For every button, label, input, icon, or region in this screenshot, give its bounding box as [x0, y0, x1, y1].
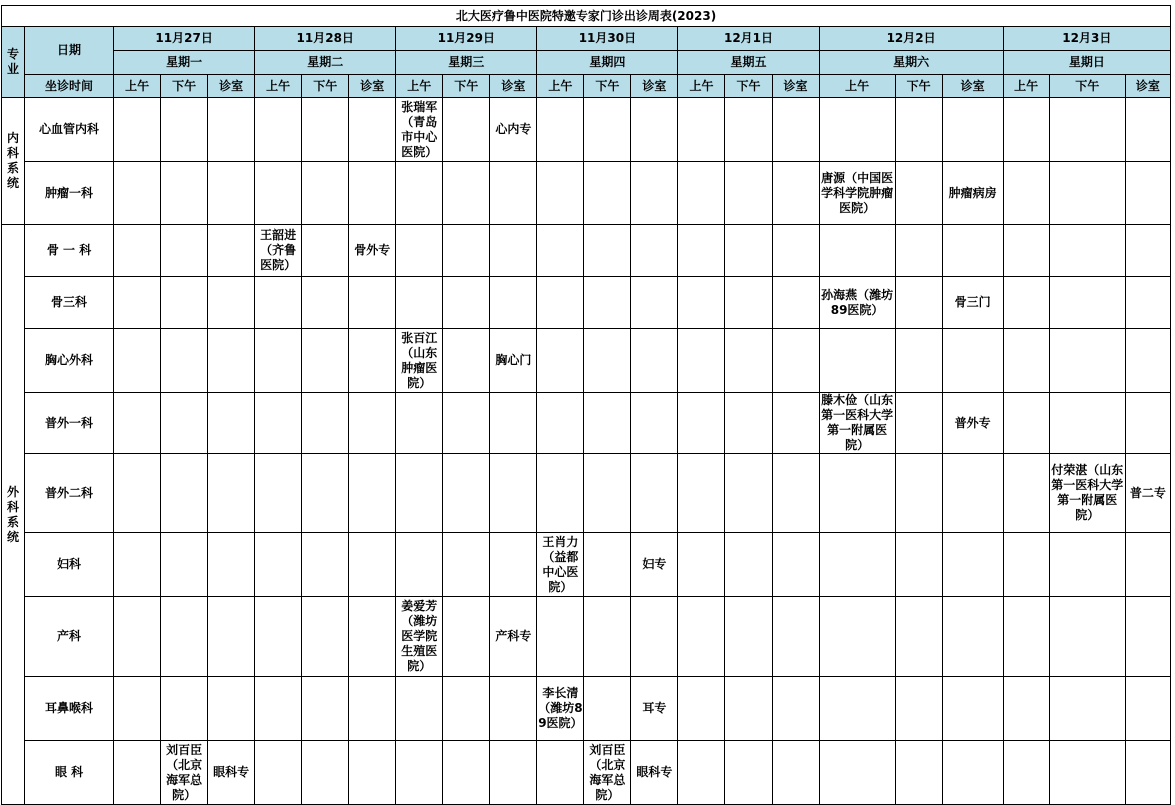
- morning-header: 上午: [255, 75, 302, 98]
- department-name: 骨三科: [25, 277, 114, 329]
- afternoon-header: 下午: [895, 75, 942, 98]
- doctor-cell: [1049, 98, 1125, 162]
- doctor-cell: [1003, 741, 1049, 805]
- room-cell: [772, 329, 819, 393]
- room-cell: [208, 393, 255, 454]
- doctor-cell: [725, 98, 772, 162]
- room-cell: [942, 677, 1003, 741]
- room-cell: [490, 277, 537, 329]
- room-header: 诊室: [942, 75, 1003, 98]
- doctor-cell: [255, 329, 302, 393]
- room-cell: [349, 533, 396, 597]
- date-cell: 12月1日: [678, 27, 819, 51]
- doctor-cell: [161, 393, 208, 454]
- doctor-cell: [725, 741, 772, 805]
- doctor-cell: [895, 98, 942, 162]
- doctor-cell: [114, 533, 161, 597]
- doctor-cell: [895, 162, 942, 225]
- doctor-cell: [443, 98, 490, 162]
- doctor-cell: [584, 677, 631, 741]
- doctor-cell: [396, 454, 443, 533]
- room-cell: [349, 162, 396, 225]
- doctor-cell: [302, 533, 349, 597]
- doctor-cell: [114, 677, 161, 741]
- doctor-cell: [443, 277, 490, 329]
- room-cell: [1125, 677, 1170, 741]
- room-cell: 妇专: [631, 533, 678, 597]
- doctor-cell: [1003, 454, 1049, 533]
- department-name: 心血管内科: [25, 98, 114, 162]
- room-cell: 普外专: [942, 393, 1003, 454]
- room-cell: [1125, 597, 1170, 677]
- afternoon-header: 下午: [443, 75, 490, 98]
- table-row: [2, 277, 1171, 329]
- system-label-internal: 内科系统: [2, 98, 25, 225]
- doctor-cell: 王肖力（益都中心医院）: [537, 533, 584, 597]
- afternoon-header: 下午: [302, 75, 349, 98]
- doctor-cell: [114, 98, 161, 162]
- room-cell: [349, 741, 396, 805]
- doctor-cell: [302, 225, 349, 277]
- doctor-cell: [678, 393, 725, 454]
- doctor-cell: [114, 162, 161, 225]
- date-cell: 12月3日: [1003, 27, 1170, 51]
- doctor-cell: 刘百臣（北京海军总院）: [584, 741, 631, 805]
- room-cell: [942, 329, 1003, 393]
- room-cell: [349, 393, 396, 454]
- page-title: 北大医疗鲁中医院特邀专家门诊出诊周表(2023): [2, 6, 1171, 27]
- doctor-cell: [255, 162, 302, 225]
- doctor-cell: [1049, 277, 1125, 329]
- doctor-cell: [396, 277, 443, 329]
- doctor-cell: 李长清（潍坊89医院）: [537, 677, 584, 741]
- room-cell: 产科专: [490, 597, 537, 677]
- doctor-cell: [1049, 225, 1125, 277]
- doctor-cell: [443, 162, 490, 225]
- doctor-cell: [819, 454, 895, 533]
- room-cell: [349, 329, 396, 393]
- doctor-cell: [161, 98, 208, 162]
- doctor-cell: 张百江（山东肿瘤医院）: [396, 329, 443, 393]
- doctor-cell: [443, 393, 490, 454]
- doctor-cell: [725, 162, 772, 225]
- doctor-cell: [255, 277, 302, 329]
- doctor-cell: [1049, 393, 1125, 454]
- room-cell: [490, 677, 537, 741]
- room-cell: [772, 225, 819, 277]
- doctor-cell: [1049, 597, 1125, 677]
- doctor-cell: [725, 597, 772, 677]
- room-cell: [631, 454, 678, 533]
- room-cell: [349, 597, 396, 677]
- doctor-cell: [678, 277, 725, 329]
- doctor-cell: [895, 454, 942, 533]
- doctor-cell: [819, 677, 895, 741]
- date-cell: 11月29日: [396, 27, 537, 51]
- room-cell: [1125, 329, 1170, 393]
- doctor-cell: [1003, 597, 1049, 677]
- room-cell: [208, 533, 255, 597]
- room-cell: [631, 329, 678, 393]
- department-name: 骨 一 科: [25, 225, 114, 277]
- doctor-cell: [537, 329, 584, 393]
- department-name: 胸心外科: [25, 329, 114, 393]
- doctor-cell: [114, 393, 161, 454]
- room-cell: [772, 597, 819, 677]
- doctor-cell: [443, 677, 490, 741]
- room-cell: [208, 329, 255, 393]
- system-label-surgical: 外科系统: [2, 225, 25, 805]
- afternoon-header: 下午: [1049, 75, 1125, 98]
- doctor-cell: [537, 277, 584, 329]
- weekday-cell: 星期三: [396, 51, 537, 75]
- doctor-cell: [443, 454, 490, 533]
- room-cell: [349, 677, 396, 741]
- room-cell: 胸心门: [490, 329, 537, 393]
- doctor-cell: [396, 677, 443, 741]
- doctor-cell: [584, 98, 631, 162]
- doctor-cell: [396, 225, 443, 277]
- doctor-cell: [161, 225, 208, 277]
- doctor-cell: [725, 329, 772, 393]
- doctor-cell: [819, 533, 895, 597]
- doctor-cell: [161, 162, 208, 225]
- doctor-cell: [537, 98, 584, 162]
- room-cell: [772, 454, 819, 533]
- room-cell: 耳专: [631, 677, 678, 741]
- room-cell: [772, 162, 819, 225]
- doctor-cell: [725, 677, 772, 741]
- room-header: 诊室: [490, 75, 537, 98]
- room-cell: [208, 454, 255, 533]
- room-header: 诊室: [631, 75, 678, 98]
- doctor-cell: [725, 277, 772, 329]
- doctor-cell: [114, 225, 161, 277]
- doctor-cell: [819, 225, 895, 277]
- doctor-cell: [396, 533, 443, 597]
- doctor-cell: [161, 597, 208, 677]
- doctor-cell: [725, 533, 772, 597]
- department-name: 妇科: [25, 533, 114, 597]
- table-row: [2, 533, 1171, 597]
- doctor-cell: [678, 98, 725, 162]
- room-cell: [490, 454, 537, 533]
- morning-header: 上午: [678, 75, 725, 98]
- doctor-cell: [255, 454, 302, 533]
- room-cell: 眼科专: [631, 741, 678, 805]
- date-cell: 12月2日: [819, 27, 1003, 51]
- room-cell: [942, 597, 1003, 677]
- doctor-cell: [396, 741, 443, 805]
- morning-header: 上午: [1003, 75, 1049, 98]
- room-cell: [942, 98, 1003, 162]
- doctor-cell: [725, 454, 772, 533]
- doctor-cell: [537, 162, 584, 225]
- doctor-cell: [819, 597, 895, 677]
- weekday-cell: 星期六: [819, 51, 1003, 75]
- doctor-cell: [584, 597, 631, 677]
- room-cell: [208, 677, 255, 741]
- doctor-cell: [537, 225, 584, 277]
- doctor-cell: [584, 393, 631, 454]
- table-row: [2, 597, 1171, 677]
- doctor-cell: [1003, 677, 1049, 741]
- date-cell: 11月28日: [255, 27, 396, 51]
- department-name: 肿瘤一科: [25, 162, 114, 225]
- morning-header: 上午: [537, 75, 584, 98]
- doctor-cell: [819, 329, 895, 393]
- room-cell: [1125, 533, 1170, 597]
- doctor-cell: [255, 597, 302, 677]
- doctor-cell: 姜爱芳（潍坊医学院生殖医院）: [396, 597, 443, 677]
- room-cell: [772, 393, 819, 454]
- doctor-cell: [302, 277, 349, 329]
- room-cell: [1125, 277, 1170, 329]
- department-name: 普外一科: [25, 393, 114, 454]
- table-row: [2, 225, 1171, 277]
- doctor-cell: [678, 533, 725, 597]
- table-row: [2, 677, 1171, 741]
- room-cell: [631, 162, 678, 225]
- doctor-cell: 孙海燕（潍坊89医院）: [819, 277, 895, 329]
- room-cell: [349, 454, 396, 533]
- doctor-cell: [584, 454, 631, 533]
- doctor-cell: 张瑞军（青岛市中心医院）: [396, 98, 443, 162]
- date-cell: 11月27日: [114, 27, 255, 51]
- doctor-cell: [302, 393, 349, 454]
- doctor-cell: [819, 741, 895, 805]
- room-cell: [490, 533, 537, 597]
- room-cell: [490, 162, 537, 225]
- doctor-cell: [1049, 162, 1125, 225]
- room-cell: [208, 225, 255, 277]
- doctor-cell: [255, 533, 302, 597]
- doctor-cell: [725, 393, 772, 454]
- room-header: 诊室: [349, 75, 396, 98]
- room-cell: [1125, 162, 1170, 225]
- doctor-cell: [895, 277, 942, 329]
- doctor-cell: [161, 329, 208, 393]
- doctor-cell: [302, 329, 349, 393]
- doctor-cell: [895, 329, 942, 393]
- doctor-cell: [1049, 533, 1125, 597]
- room-header: 诊室: [1125, 75, 1170, 98]
- doctor-cell: [161, 533, 208, 597]
- doctor-cell: [1049, 677, 1125, 741]
- room-cell: [1125, 393, 1170, 454]
- doctor-cell: [537, 454, 584, 533]
- doctor-cell: [255, 741, 302, 805]
- room-cell: [631, 393, 678, 454]
- doctor-cell: [895, 677, 942, 741]
- doctor-cell: [1003, 277, 1049, 329]
- room-cell: 肿瘤病房: [942, 162, 1003, 225]
- doctor-cell: [1003, 225, 1049, 277]
- doctor-cell: [895, 533, 942, 597]
- room-cell: [631, 597, 678, 677]
- room-cell: [772, 277, 819, 329]
- morning-header: 上午: [819, 75, 895, 98]
- room-cell: [1125, 225, 1170, 277]
- doctor-cell: [537, 393, 584, 454]
- doctor-cell: [443, 741, 490, 805]
- room-cell: [208, 277, 255, 329]
- doctor-cell: [584, 162, 631, 225]
- room-cell: 骨外专: [349, 225, 396, 277]
- doctor-cell: [819, 98, 895, 162]
- doctor-cell: [1003, 98, 1049, 162]
- doctor-cell: [1003, 393, 1049, 454]
- doctor-cell: [114, 277, 161, 329]
- department-name: 产科: [25, 597, 114, 677]
- doctor-cell: [584, 533, 631, 597]
- doctor-cell: [161, 677, 208, 741]
- room-cell: [942, 741, 1003, 805]
- doctor-cell: [678, 329, 725, 393]
- doctor-cell: [443, 597, 490, 677]
- doctor-cell: [895, 741, 942, 805]
- doctor-cell: [302, 98, 349, 162]
- doctor-cell: [302, 741, 349, 805]
- doctor-cell: [725, 225, 772, 277]
- doctor-cell: [678, 162, 725, 225]
- doctor-cell: [302, 162, 349, 225]
- doctor-cell: [1003, 533, 1049, 597]
- room-cell: [772, 98, 819, 162]
- morning-header: 上午: [396, 75, 443, 98]
- doctor-cell: [678, 454, 725, 533]
- department-name: 耳鼻喉科: [25, 677, 114, 741]
- department-name: 眼 科: [25, 741, 114, 805]
- doctor-cell: [1049, 741, 1125, 805]
- afternoon-header: 下午: [584, 75, 631, 98]
- doctor-cell: [443, 329, 490, 393]
- room-cell: [942, 225, 1003, 277]
- doctor-cell: 滕木俭（山东第一医科大学第一附属医院）: [819, 393, 895, 454]
- doctor-cell: [584, 329, 631, 393]
- room-cell: [208, 98, 255, 162]
- room-cell: [942, 454, 1003, 533]
- schedule-table: [1, 5, 1171, 805]
- doctor-cell: [443, 533, 490, 597]
- weekday-cell: 星期五: [678, 51, 819, 75]
- table-row: [2, 741, 1171, 805]
- doctor-cell: [895, 597, 942, 677]
- room-cell: [631, 225, 678, 277]
- doctor-cell: [678, 597, 725, 677]
- doctor-cell: [443, 225, 490, 277]
- specialty-header: 专业: [2, 27, 25, 98]
- room-cell: [772, 533, 819, 597]
- doctor-cell: 付荣湛（山东第一医科大学第一附属医院）: [1049, 454, 1125, 533]
- room-cell: [772, 677, 819, 741]
- room-header: 诊室: [772, 75, 819, 98]
- date-cell: 11月30日: [537, 27, 678, 51]
- doctor-cell: [895, 393, 942, 454]
- doctor-cell: [114, 329, 161, 393]
- doctor-cell: [255, 677, 302, 741]
- time-header: 坐诊时间: [25, 75, 114, 98]
- doctor-cell: [114, 597, 161, 677]
- doctor-cell: [1003, 329, 1049, 393]
- doctor-cell: [302, 677, 349, 741]
- room-cell: [1125, 741, 1170, 805]
- doctor-cell: [1003, 162, 1049, 225]
- doctor-cell: [302, 597, 349, 677]
- room-cell: [349, 98, 396, 162]
- weekday-cell: 星期一: [114, 51, 255, 75]
- doctor-cell: [1049, 329, 1125, 393]
- room-cell: [1125, 98, 1170, 162]
- room-cell: [490, 225, 537, 277]
- doctor-cell: 刘百臣（北京海军总院）: [161, 741, 208, 805]
- department-name: 普外二科: [25, 454, 114, 533]
- doctor-cell: [895, 225, 942, 277]
- doctor-cell: [161, 277, 208, 329]
- afternoon-header: 下午: [161, 75, 208, 98]
- room-cell: 眼科专: [208, 741, 255, 805]
- doctor-cell: 唐源（中国医学科学院肿瘤医院）: [819, 162, 895, 225]
- room-cell: 心内专: [490, 98, 537, 162]
- room-cell: 骨三门: [942, 277, 1003, 329]
- weekday-cell: 星期日: [1003, 51, 1170, 75]
- doctor-cell: [678, 741, 725, 805]
- room-cell: [631, 98, 678, 162]
- room-header: 诊室: [208, 75, 255, 98]
- weekday-cell: 星期二: [255, 51, 396, 75]
- doctor-cell: [396, 162, 443, 225]
- doctor-cell: [255, 393, 302, 454]
- room-cell: [208, 162, 255, 225]
- doctor-cell: [678, 677, 725, 741]
- room-cell: [208, 597, 255, 677]
- doctor-cell: [114, 741, 161, 805]
- room-cell: [942, 533, 1003, 597]
- table-row: [2, 454, 1171, 533]
- room-cell: [490, 741, 537, 805]
- morning-header: 上午: [114, 75, 161, 98]
- table-row: [2, 98, 1171, 162]
- room-cell: [772, 741, 819, 805]
- room-cell: [631, 277, 678, 329]
- room-cell: [349, 277, 396, 329]
- doctor-cell: [678, 225, 725, 277]
- doctor-cell: [537, 597, 584, 677]
- weekday-cell: 星期四: [537, 51, 678, 75]
- table-row: [2, 393, 1171, 454]
- table-row: [2, 329, 1171, 393]
- doctor-cell: [161, 454, 208, 533]
- room-cell: 普二专: [1125, 454, 1170, 533]
- date-header: 日期: [25, 27, 114, 75]
- doctor-cell: [255, 98, 302, 162]
- doctor-cell: 王韶进（齐鲁医院）: [255, 225, 302, 277]
- room-cell: [490, 393, 537, 454]
- table-row: [2, 162, 1171, 225]
- afternoon-header: 下午: [725, 75, 772, 98]
- doctor-cell: [396, 393, 443, 454]
- doctor-cell: [537, 741, 584, 805]
- doctor-cell: [302, 454, 349, 533]
- doctor-cell: [584, 225, 631, 277]
- doctor-cell: [584, 277, 631, 329]
- doctor-cell: [114, 454, 161, 533]
